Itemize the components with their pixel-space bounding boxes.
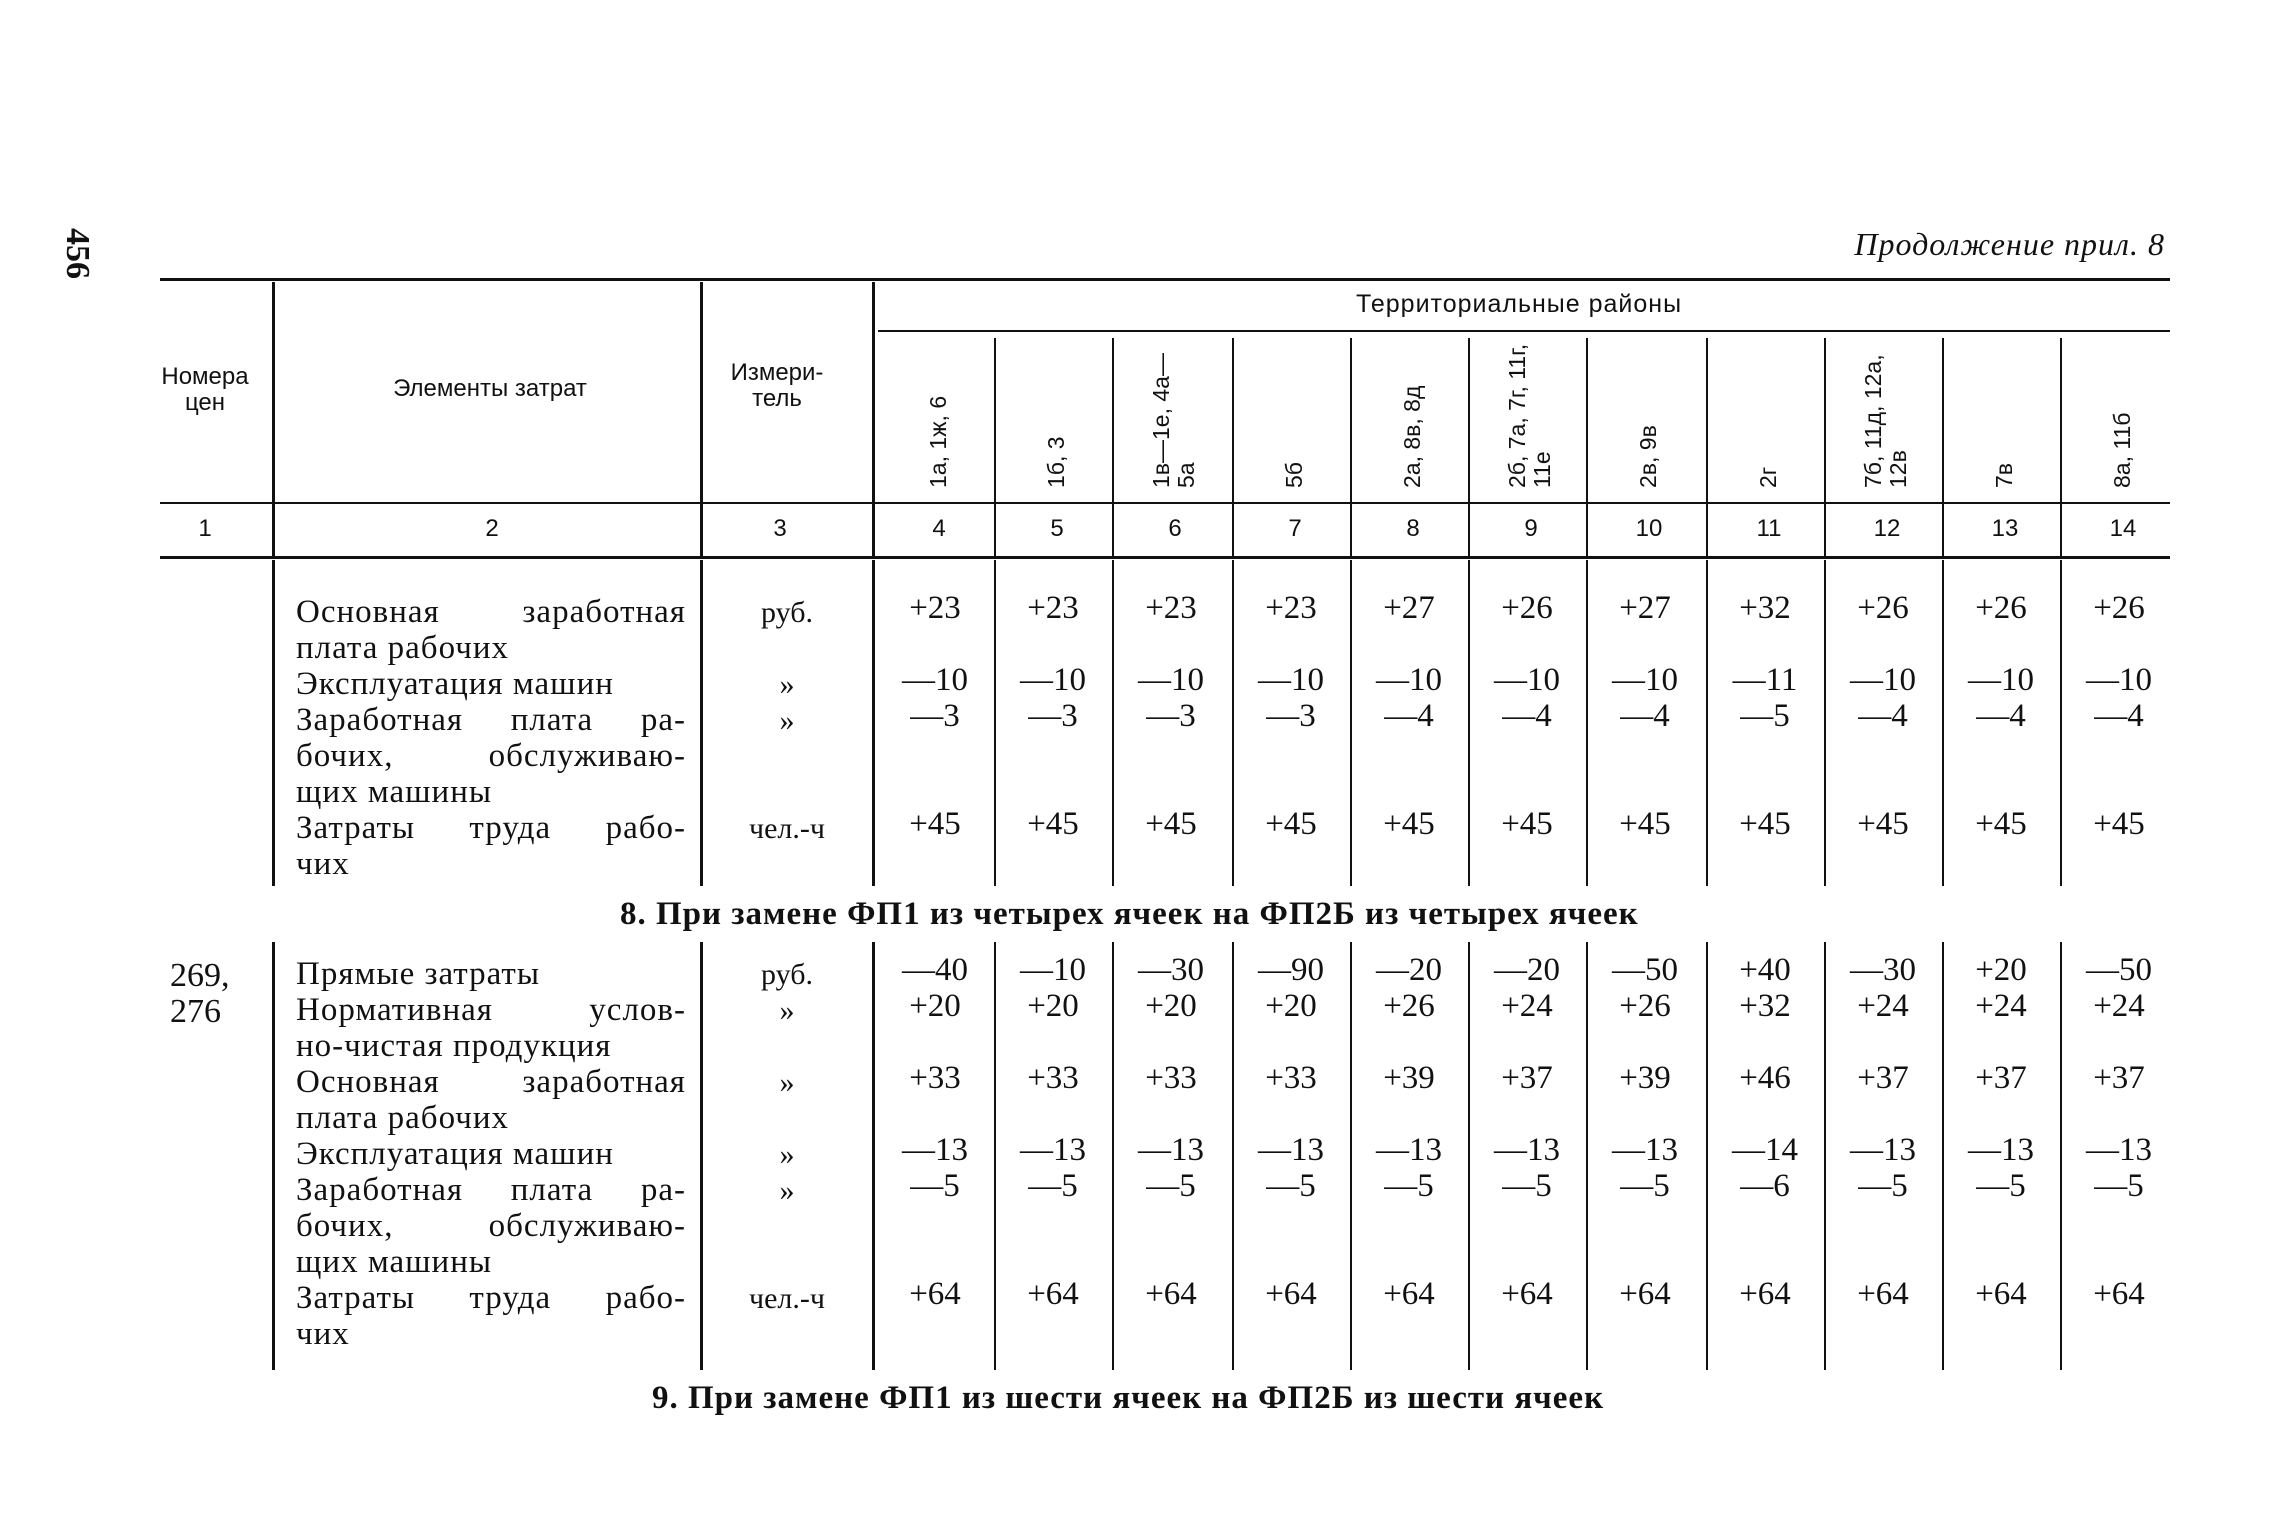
value-cell: +45 [1501, 806, 1553, 842]
value-cell: —13 [2086, 1132, 2152, 1168]
column-rule [1942, 338, 1944, 556]
value-cell: +20 [1145, 988, 1197, 1024]
value-cell: +33 [1145, 1060, 1197, 1096]
column-rule [1112, 942, 1114, 1370]
cost-element-line: Основная заработная [296, 594, 686, 630]
cost-element-line: чих [296, 846, 350, 882]
column-rule [1586, 560, 1588, 886]
value-cell: +45 [1975, 806, 2027, 842]
value-cell: —10 [902, 662, 968, 698]
column-rule [2060, 338, 2062, 556]
value-cell: +20 [1265, 988, 1317, 1024]
value-cell: +24 [1501, 988, 1553, 1024]
value-cell: —10 [1850, 662, 1916, 698]
value-cell: +24 [1857, 988, 1909, 1024]
column-rule [994, 338, 996, 556]
column-number: 7 [1288, 515, 1302, 542]
value-cell: +45 [1857, 806, 1909, 842]
column-rule [1824, 560, 1826, 886]
cost-element-line: Затраты труда рабо- [296, 1280, 686, 1316]
cost-element-line: бочих, обслуживаю- [296, 738, 686, 774]
value-cell: —3 [1028, 698, 1078, 734]
value-cell: +33 [909, 1060, 961, 1096]
value-cell: —13 [1020, 1132, 1086, 1168]
cost-element [296, 810, 686, 882]
value-cell: —13 [1376, 1132, 1442, 1168]
value-cell: +64 [1501, 1276, 1553, 1312]
unit-cell: » [779, 704, 795, 737]
value-cell: —50 [1612, 952, 1678, 988]
district-label: 8а, 11б [2109, 412, 2135, 488]
value-cell: +64 [1975, 1276, 2027, 1312]
column-rule [1942, 942, 1944, 1370]
unit-cell: руб. [761, 958, 813, 991]
column-rule [1824, 338, 1826, 556]
cost-element [296, 666, 686, 702]
value-cell: +24 [1975, 988, 2027, 1024]
district-label: 2а, 8в, 8д [1399, 385, 1425, 488]
value-cell: —3 [910, 698, 960, 734]
column-rule [1706, 338, 1708, 556]
column-rule [1468, 338, 1470, 556]
district-label: 1в—1е, 4а—5а [1148, 353, 1199, 488]
territory-rule [878, 330, 2170, 332]
value-cell: —4 [1976, 698, 2026, 734]
header-territory: Территориальные районы [1356, 290, 1683, 318]
value-cell: +45 [1145, 806, 1197, 842]
column-rule [1706, 560, 1708, 886]
district-label: 5б [1281, 462, 1307, 488]
value-cell: +23 [1027, 590, 1079, 626]
value-cell: —50 [2086, 952, 2152, 988]
column-number: 2 [485, 515, 499, 542]
value-cell: —5 [1740, 698, 1790, 734]
value-cell: —5 [1146, 1168, 1196, 1204]
colnum-rule-bottom [160, 556, 2170, 559]
cost-element-line: плата рабочих [296, 1100, 509, 1136]
column-rule [272, 282, 275, 556]
value-cell: +23 [909, 590, 961, 626]
value-cell: —20 [1494, 952, 1560, 988]
value-cell: +23 [1145, 590, 1197, 626]
column-rule [1350, 942, 1352, 1370]
district-label: 2б, 7а, 7г, 11г, 11е [1504, 343, 1555, 488]
cost-element-line: но-чистая продукция [296, 1028, 612, 1064]
district-label: 2г [1755, 466, 1781, 488]
column-rule [872, 560, 875, 886]
value-cell: —90 [1258, 952, 1324, 988]
value-cell: —30 [1850, 952, 1916, 988]
column-rule [1706, 942, 1708, 1370]
value-cell: —14 [1732, 1132, 1798, 1168]
cost-element [296, 594, 686, 666]
value-cell: —4 [1620, 698, 1670, 734]
district-label: 2в, 9в [1635, 425, 1661, 488]
value-cell: —5 [1502, 1168, 1552, 1204]
value-cell: —5 [1028, 1168, 1078, 1204]
cost-element-line: Прямые затраты [296, 956, 541, 992]
cost-element-line: Основная заработная [296, 1064, 686, 1100]
value-cell: —5 [2094, 1168, 2144, 1204]
column-number: 1 [198, 515, 212, 542]
unit-cell: » [779, 994, 795, 1027]
value-cell: —3 [1266, 698, 1316, 734]
column-rule [1112, 338, 1114, 556]
value-cell: +37 [2093, 1060, 2145, 1096]
header-cost-elements: Элементы затрат [393, 375, 587, 402]
page-number: 456 [59, 228, 96, 279]
value-cell: —5 [910, 1168, 960, 1204]
cost-element [296, 1280, 686, 1352]
unit-cell: чел.-ч [749, 812, 825, 845]
value-cell: —4 [1384, 698, 1434, 734]
value-cell: +33 [1265, 1060, 1317, 1096]
value-cell: —5 [1266, 1168, 1316, 1204]
value-cell: —10 [1020, 662, 1086, 698]
colnum-rule-top [160, 502, 2170, 504]
value-cell: +23 [1265, 590, 1317, 626]
value-cell: +64 [2093, 1276, 2145, 1312]
value-cell: —10 [1612, 662, 1678, 698]
column-number: 14 [2109, 515, 2137, 542]
value-cell: —11 [1732, 662, 1798, 698]
header-price-numbers: Номера цен [161, 363, 249, 416]
column-number: 12 [1873, 515, 1901, 542]
cost-element [296, 702, 686, 810]
cost-element-line: бочих, обслуживаю- [296, 1208, 686, 1244]
value-cell: —10 [1138, 662, 1204, 698]
value-cell: —13 [1850, 1132, 1916, 1168]
value-cell: —4 [1858, 698, 1908, 734]
column-rule [994, 942, 996, 1370]
column-rule [1824, 942, 1826, 1370]
column-number: 9 [1524, 515, 1538, 542]
unit-cell: руб. [761, 596, 813, 629]
price-number: 269, [170, 957, 230, 994]
unit-cell: чел.-ч [749, 1282, 825, 1315]
value-cell: —10 [2086, 662, 2152, 698]
district-label: 7б, 11д, 12а, 12в [1860, 354, 1911, 488]
value-cell: +45 [1027, 806, 1079, 842]
price-number: 276 [170, 993, 221, 1030]
value-cell: +64 [1383, 1276, 1435, 1312]
district-label: 1б, 3 [1043, 436, 1069, 488]
value-cell: +37 [1501, 1060, 1553, 1096]
value-cell: +26 [1501, 590, 1553, 626]
value-cell: —13 [1138, 1132, 1204, 1168]
column-number: 4 [932, 515, 946, 542]
column-number: 10 [1635, 515, 1663, 542]
value-cell: +40 [1739, 952, 1791, 988]
cost-element-line: Заработная плата ра- [296, 1172, 686, 1208]
value-cell: +64 [1857, 1276, 1909, 1312]
cost-element [296, 1136, 686, 1172]
value-cell: +64 [1145, 1276, 1197, 1312]
value-cell: +64 [1265, 1276, 1317, 1312]
value-cell: +24 [2093, 988, 2145, 1024]
column-rule [272, 942, 275, 1370]
value-cell: —40 [902, 952, 968, 988]
cost-element-line: Заработная плата ра- [296, 702, 686, 738]
column-number: 13 [1991, 515, 2019, 542]
value-cell: +32 [1739, 590, 1791, 626]
value-cell: —10 [1968, 662, 2034, 698]
column-rule [700, 282, 703, 556]
value-cell: +64 [1619, 1276, 1671, 1312]
column-number: 8 [1406, 515, 1420, 542]
price-numbers [170, 958, 230, 1030]
value-cell: +64 [909, 1276, 961, 1312]
value-cell: +39 [1383, 1060, 1435, 1096]
value-cell: +45 [2093, 806, 2145, 842]
unit-cell: » [779, 1066, 795, 1099]
value-cell: +39 [1619, 1060, 1671, 1096]
cost-element-line: Нормативная услов- [296, 992, 686, 1028]
cost-element-line: Эксплуатация машин [296, 1136, 614, 1172]
value-cell: +45 [1739, 806, 1791, 842]
cost-element-line: плата рабочих [296, 630, 509, 666]
table-top-rule [160, 278, 2170, 281]
value-cell: +45 [1265, 806, 1317, 842]
value-cell: —5 [1620, 1168, 1670, 1204]
value-cell: —20 [1376, 952, 1442, 988]
value-cell: +26 [1975, 590, 2027, 626]
column-rule [1942, 560, 1944, 886]
column-rule [2060, 942, 2062, 1370]
value-cell: —10 [1376, 662, 1442, 698]
column-rule [994, 560, 996, 886]
column-rule [1586, 338, 1588, 556]
column-rule [1232, 560, 1234, 886]
cost-element [296, 956, 686, 992]
column-rule [272, 560, 275, 886]
value-cell: +33 [1027, 1060, 1079, 1096]
continuation-label: Продолжение прил. 8 [1854, 226, 2165, 262]
value-cell: +26 [1383, 988, 1435, 1024]
cost-element-line: щих машины [296, 1244, 493, 1280]
header-unit: Измери-тель [730, 359, 824, 412]
column-rule [1350, 560, 1352, 886]
value-cell: —10 [1020, 952, 1086, 988]
cost-element-line: Эксплуатация машин [296, 666, 614, 702]
cost-element-line: чих [296, 1316, 350, 1352]
value-cell: —4 [2094, 698, 2144, 734]
value-cell: +20 [1027, 988, 1079, 1024]
value-cell: +26 [1619, 988, 1671, 1024]
value-cell: —13 [1968, 1132, 2034, 1168]
column-rule [872, 282, 875, 556]
value-cell: +26 [1857, 590, 1909, 626]
column-rule [1468, 560, 1470, 886]
value-cell: —4 [1502, 698, 1552, 734]
column-rule [1112, 560, 1114, 886]
value-cell: +64 [1739, 1276, 1791, 1312]
value-cell: +26 [2093, 590, 2145, 626]
cost-element [296, 1064, 686, 1136]
column-rule [1350, 338, 1352, 556]
value-cell: +27 [1383, 590, 1435, 626]
value-cell: —13 [902, 1132, 968, 1168]
value-cell: +20 [1975, 952, 2027, 988]
value-cell: —5 [1976, 1168, 2026, 1204]
unit-cell: » [779, 1138, 795, 1171]
value-cell: +32 [1739, 988, 1791, 1024]
cost-element-line: Затраты труда рабо- [296, 810, 686, 846]
value-cell: —30 [1138, 952, 1204, 988]
column-rule [2060, 560, 2062, 886]
column-number: 6 [1168, 515, 1182, 542]
column-number: 11 [1756, 515, 1782, 542]
value-cell: —13 [1258, 1132, 1324, 1168]
value-cell: +37 [1975, 1060, 2027, 1096]
value-cell: —6 [1740, 1168, 1790, 1204]
value-cell: —3 [1146, 698, 1196, 734]
value-cell: +45 [909, 806, 961, 842]
value-cell: +64 [1027, 1276, 1079, 1312]
column-number: 3 [773, 515, 787, 542]
value-cell: —10 [1258, 662, 1324, 698]
unit-cell: » [779, 668, 795, 701]
value-cell: +45 [1383, 806, 1435, 842]
section-8-title: 8. При замене ФП1 из четырех ячеек на ФП2Б из четырех ячеек [620, 896, 1639, 932]
column-number: 5 [1050, 515, 1064, 542]
value-cell: +27 [1619, 590, 1671, 626]
section-9-title: 9. При замене ФП1 из шести ячеек на ФП2Б из шести ячеек [652, 1380, 1605, 1416]
column-rule [1232, 942, 1234, 1370]
column-rule [1586, 942, 1588, 1370]
value-cell: +20 [909, 988, 961, 1024]
cost-element [296, 992, 686, 1064]
cost-element-line: щих машины [296, 774, 493, 810]
district-label: 7в [1991, 462, 2017, 488]
column-rule [872, 942, 875, 1370]
value-cell: —13 [1494, 1132, 1560, 1168]
value-cell: —5 [1858, 1168, 1908, 1204]
cost-element [296, 1172, 686, 1280]
value-cell: +45 [1619, 806, 1671, 842]
unit-cell: » [779, 1174, 795, 1207]
value-cell: +37 [1857, 1060, 1909, 1096]
value-cell: —13 [1612, 1132, 1678, 1168]
column-rule [1468, 942, 1470, 1370]
value-cell: —5 [1384, 1168, 1434, 1204]
column-rule [1232, 338, 1234, 556]
value-cell: —10 [1494, 662, 1560, 698]
district-label: 1а, 1ж, 6 [925, 395, 951, 488]
value-cell: +46 [1739, 1060, 1791, 1096]
